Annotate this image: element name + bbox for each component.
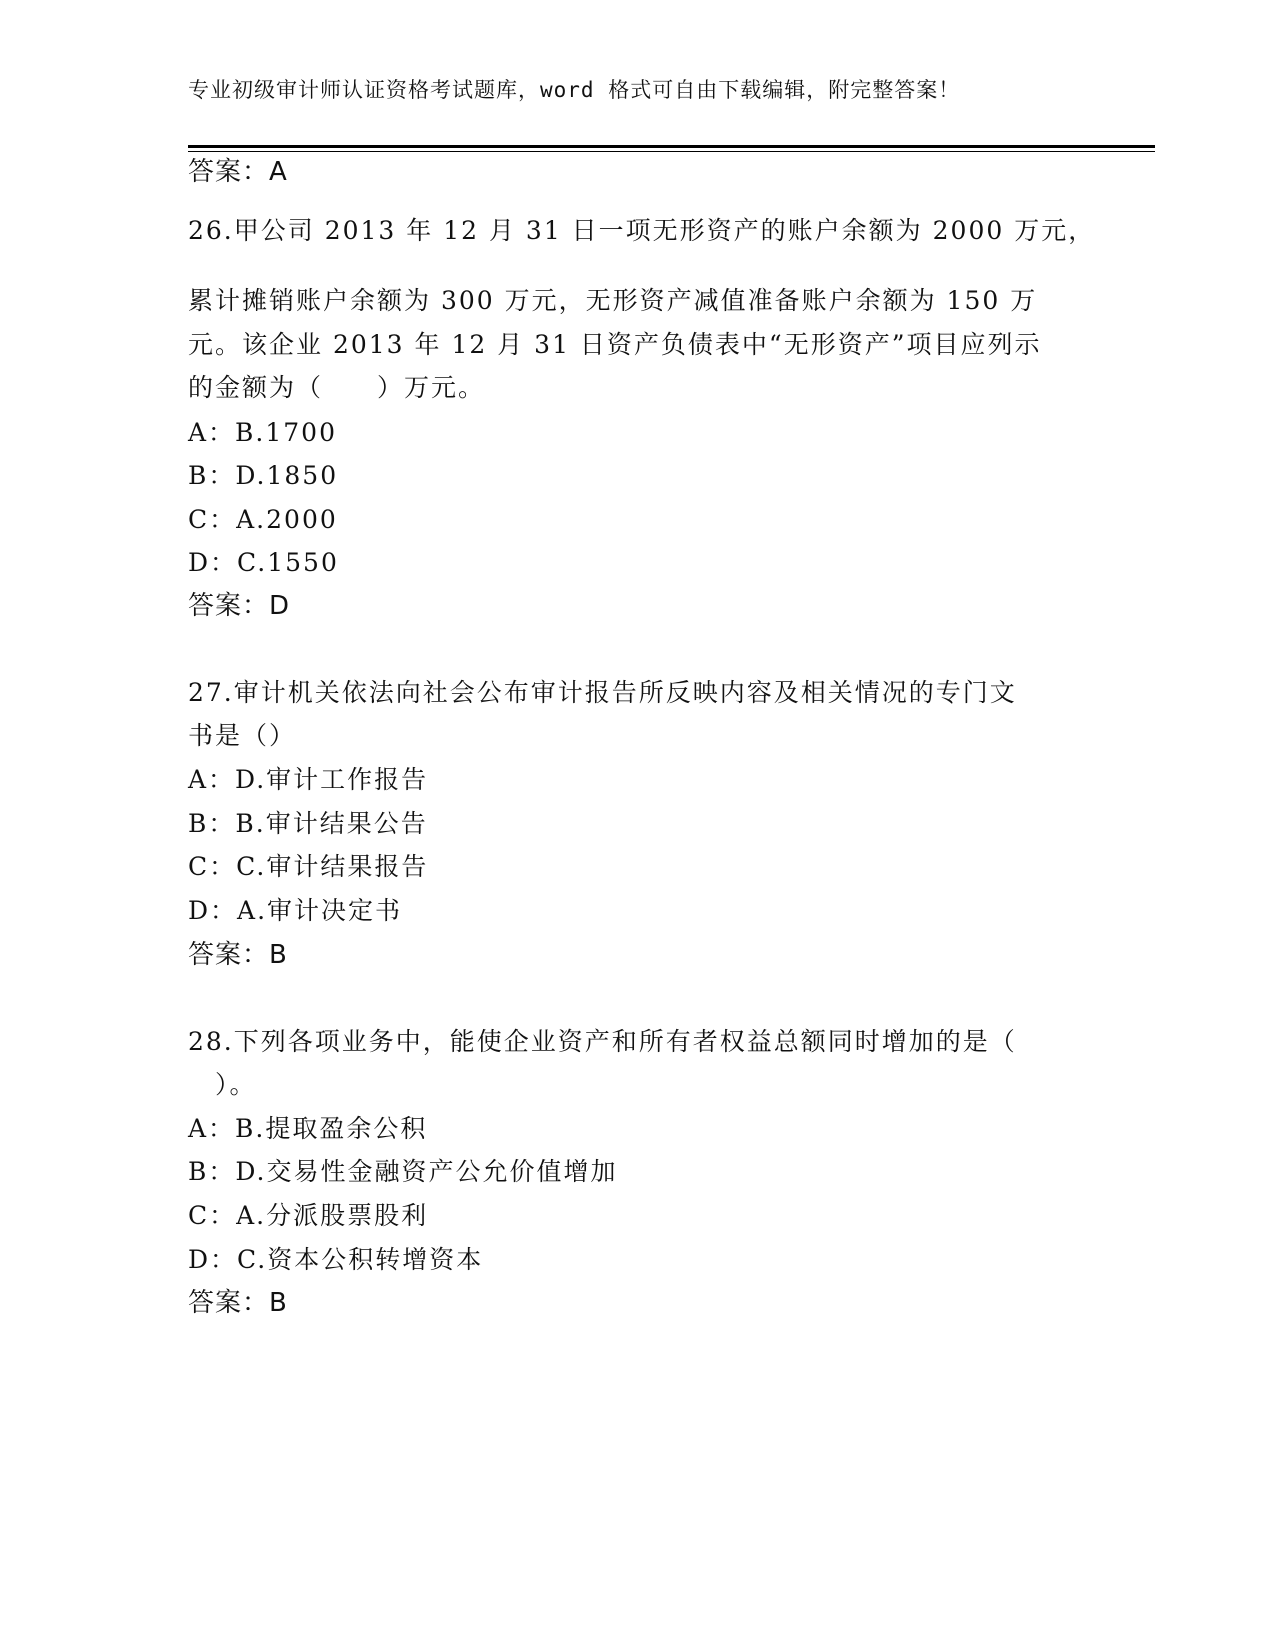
option-c: C：A.2000: [188, 505, 338, 534]
option-b: B：D.交易性金融资产公允价值增加: [188, 1157, 618, 1186]
option-a: A：B.提取盈余公积: [188, 1114, 428, 1143]
question-text-line: 28.下列各项业务中，能使企业资产和所有者权益总额同时增加的是（: [188, 1027, 1017, 1056]
answer: 答案：B: [188, 940, 288, 970]
option-b: B：D.1850: [188, 461, 339, 490]
option-d: D：C.资本公积转增资本: [188, 1245, 484, 1274]
question-text-line: 27.审计机关依法向社会公布审计报告所反映内容及相关情况的专门文: [188, 678, 1017, 707]
question-text-line: 书是（）: [188, 721, 297, 750]
question-text-line: 元。该企业 2013 年 12 月 31 日资产负债表中“无形资产”项目应列示: [188, 330, 1042, 359]
answer: 答案：B: [188, 1288, 288, 1318]
header-rule-thin: [188, 151, 1155, 152]
header-text: 专业初级审计师认证资格考试题库，word 格式可自由下载编辑，附完整答案！: [188, 78, 961, 102]
answer: 答案：D: [188, 591, 291, 621]
prev-answer: 答案：A: [188, 157, 288, 187]
header-rule-thick: [188, 145, 1155, 148]
question-text-line: ）。: [188, 1070, 257, 1099]
option-c: C：C.审计结果报告: [188, 852, 429, 881]
option-a: A：B.1700: [188, 418, 337, 447]
question-text-line: 26.甲公司 2013 年 12 月 31 日一项无形资产的账户余额为 2000 万元，: [188, 216, 1096, 245]
option-a: A：D.审计工作报告: [188, 765, 429, 794]
option-d: D：A.审计决定书: [188, 896, 403, 925]
question-text-line: 的金额为（ ）万元。: [188, 373, 486, 402]
option-b: B：B.审计结果公告: [188, 809, 428, 838]
question-text-line: 累计摊销账户余额为 300 万元，无形资产减值准备账户余额为 150 万: [188, 286, 1038, 315]
option-c: C：A.分派股票股利: [188, 1201, 429, 1230]
option-d: D：C.1550: [188, 548, 339, 577]
